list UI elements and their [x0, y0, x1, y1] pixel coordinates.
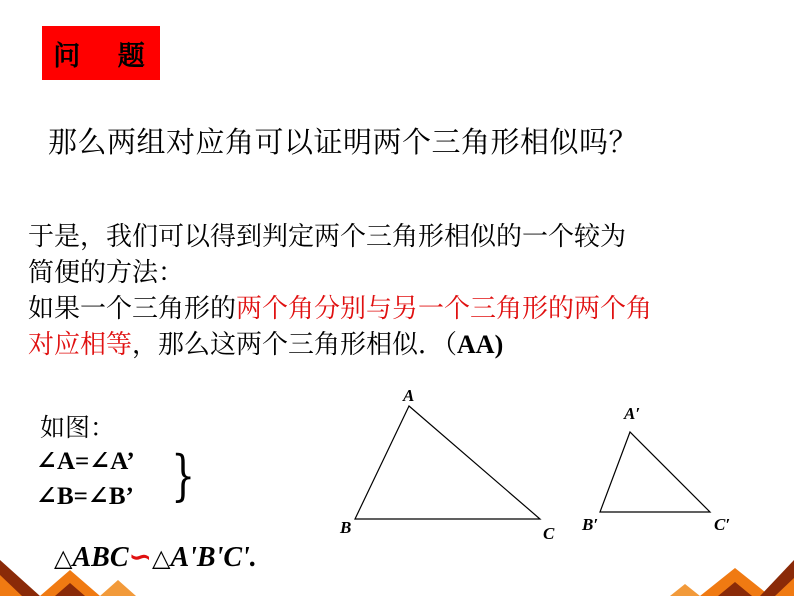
- vertex-label-b-prime: B′: [582, 515, 599, 534]
- vertex-label-a: A: [403, 386, 415, 405]
- figure-label: 如图：: [40, 413, 116, 442]
- question-text: 那么两组对应角可以证明两个三角形相似吗？: [48, 125, 639, 159]
- paragraph-line-2: 简便的方法：: [28, 258, 185, 288]
- aa-label: AA): [457, 330, 504, 359]
- right-brace: }: [171, 444, 196, 507]
- vertex-label-a-prime: A′: [624, 404, 641, 423]
- vertex-label-b: B: [340, 518, 352, 537]
- paragraph-line-1: 于是，我们可以得到判定两个三角形相似的一个较为: [28, 222, 627, 252]
- right-corner-ornament: [670, 560, 794, 596]
- line3-emphasis: 两个角分别与另一个三角形的两个角: [236, 294, 653, 324]
- angle-condition-b: ∠B=∠B’: [36, 483, 134, 510]
- vertex-label-c: C: [543, 524, 555, 543]
- line4-plain: ，那么这两个三角形相似．（: [132, 330, 458, 360]
- left-corner-ornament: [0, 560, 136, 596]
- line3-plain: 如果一个三角形的: [28, 294, 237, 324]
- line4-emphasis: 对应相等: [28, 330, 133, 360]
- angle-condition-a: ∠A=∠A’: [36, 448, 135, 475]
- vertex-label-c-prime: C′: [714, 515, 731, 534]
- triangle-symbol: △: [54, 544, 73, 572]
- triangle-symbol-2: △: [151, 544, 171, 572]
- triangle-abc-name: ABC: [72, 542, 129, 573]
- triangle-abc-prime-name: A'B'C'.: [170, 542, 257, 573]
- similar-symbol: ∽: [128, 540, 152, 573]
- title-badge-text: 问 题: [53, 40, 159, 72]
